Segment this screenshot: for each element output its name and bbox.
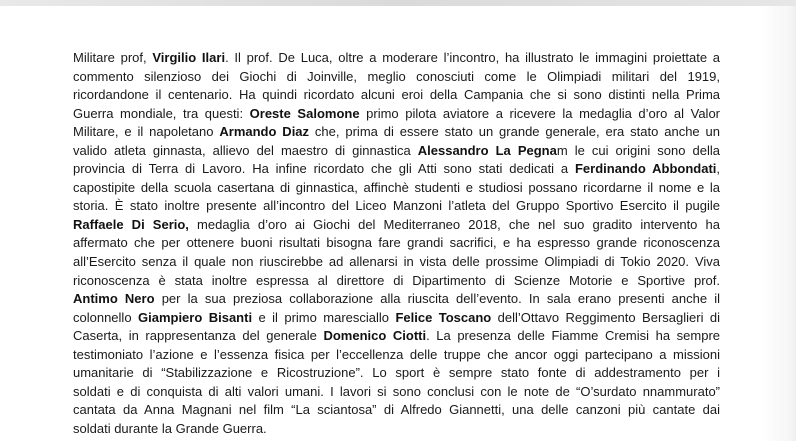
text-line (73, 86, 720, 105)
text-run: Militare prof, (73, 50, 153, 65)
text-line (73, 142, 720, 161)
text-line (73, 105, 720, 124)
text-line (73, 68, 720, 87)
bold-name: Felice Toscano (395, 309, 492, 325)
text-line (73, 234, 720, 253)
text-run: capostipite della scuola casertana di ginnastica, affinchè studenti e studiosi possano ricordarne il nome e la (73, 179, 720, 195)
text-line (73, 364, 720, 383)
text-run: , (716, 161, 721, 177)
text-run: ricordandone il centenario. Ha quindi ricordato alcuni eroi della Campania che si sono distinti nella Prima (73, 87, 720, 103)
bold-name: Virgilio Ilari (152, 50, 226, 65)
bold-name: Raffaele Di Serio, (73, 216, 189, 232)
bold-name: Giampiero Bisanti (137, 309, 253, 325)
bold-name: Ferdinando Abbondati (574, 161, 717, 177)
text-line (73, 309, 720, 328)
text-run: Militare, e il napoletano (73, 124, 220, 140)
text-run: cantata da Anna Magnani nel film “La sciantosa” di Alfredo Giannetti, una delle canzoni più cantate dai (73, 402, 720, 418)
text-run: primo pilota aviatore a ricevere la medaglia d’oro al Valor (359, 105, 721, 121)
bold-name: Alessandro La Pegna (417, 142, 557, 158)
text-line (73, 420, 720, 439)
text-run: dell’Ottavo Reggimento Bersaglieri di (491, 309, 721, 325)
text-run: testimoniato l’azione e l’essenza fisica per l’eccellenza delle truppe che ancor oggi partecipano a missioni (73, 346, 720, 362)
text-line (73, 197, 720, 216)
text-run: Guerra mondiale, tra questi: (73, 105, 250, 121)
text-run: riconoscenza è stata inoltre espressa al direttore di Dipartimento di Scienze Motorie e Sportive prof. (73, 272, 720, 288)
text-run: soldati e di conquista di alti valori umani. I lavori si sono conclusi con le note de “O’surdato nnammurato” (73, 383, 720, 399)
text-run: e il primo maresciallo (252, 309, 396, 325)
text-run: colonnello (73, 309, 138, 325)
text-run: medaglia d’oro ai Giochi del Mediterraneo 2018, che nel suo gradito intervento ha (188, 216, 720, 232)
text-line (73, 290, 720, 309)
text-run: affermato che per ottenere buoni risultati bisogna fare grandi sacrifici, e ha espresso grande riconoscenza (73, 235, 720, 251)
text-run: storia. È stato inoltre presente all’incontro del Liceo Manzoni l’atleta del Gruppo Sportivo Esercito il pugile (73, 198, 720, 214)
text-run: Caserta, in rappresentanza del generale (73, 328, 324, 344)
text-line (73, 253, 720, 272)
text-run: umanitarie di “Stabilizzazione e Ricostruzione”. Lo sport è sempre stato fonte di addestramento per i (73, 365, 720, 381)
bold-name: Domenico Ciotti (323, 328, 427, 344)
text-run: . Il prof. De Luca, oltre a moderare l’incontro, ha illustrato le immagini proiettate a (225, 50, 721, 65)
text-run: commento silenzioso dei Giochi di Joinville, meglio conosciuti come le Olimpiadi militari del 1919, (73, 68, 720, 84)
text-line (73, 216, 720, 235)
article-paragraph (73, 49, 720, 438)
text-run: che, prima di essere stato un grande generale, era stato anche un (309, 124, 720, 140)
text-line (73, 401, 720, 420)
text-run: m le cui origini sono della (556, 142, 720, 158)
text-run: all’Esercito senza il quale non riuscirebbe ad allenarsi in vista delle prossime Olimpiadi di Tokio 2020. Viva (73, 254, 720, 270)
bold-name: Armando Diaz (219, 124, 310, 140)
text-line (73, 383, 720, 402)
text-run: soldati durante la Grande Guerra. (73, 420, 267, 436)
text-line (73, 327, 720, 346)
text-line (73, 346, 720, 365)
text-run: . La presenza delle Fiamme Cremisi ha sempre (426, 328, 720, 344)
text-line (73, 272, 720, 291)
bold-name: Antimo Nero (73, 291, 155, 307)
text-line (73, 49, 720, 68)
text-line (73, 123, 720, 142)
bold-name: Oreste Salomone (249, 105, 360, 121)
text-run: valido atleta ginnasta, allievo del maestro di ginnastica (73, 142, 418, 158)
text-run: per la sua preziosa collaborazione alla riuscita dell’evento. In sala erano presenti anche il (154, 291, 720, 307)
text-line (73, 160, 720, 179)
top-shadow-bar (0, 0, 796, 6)
text-line (73, 179, 720, 198)
text-run: provincia di Terra di Lavoro. Ha infine ricordato che gli Atti sono stati dedicati a (73, 161, 575, 177)
